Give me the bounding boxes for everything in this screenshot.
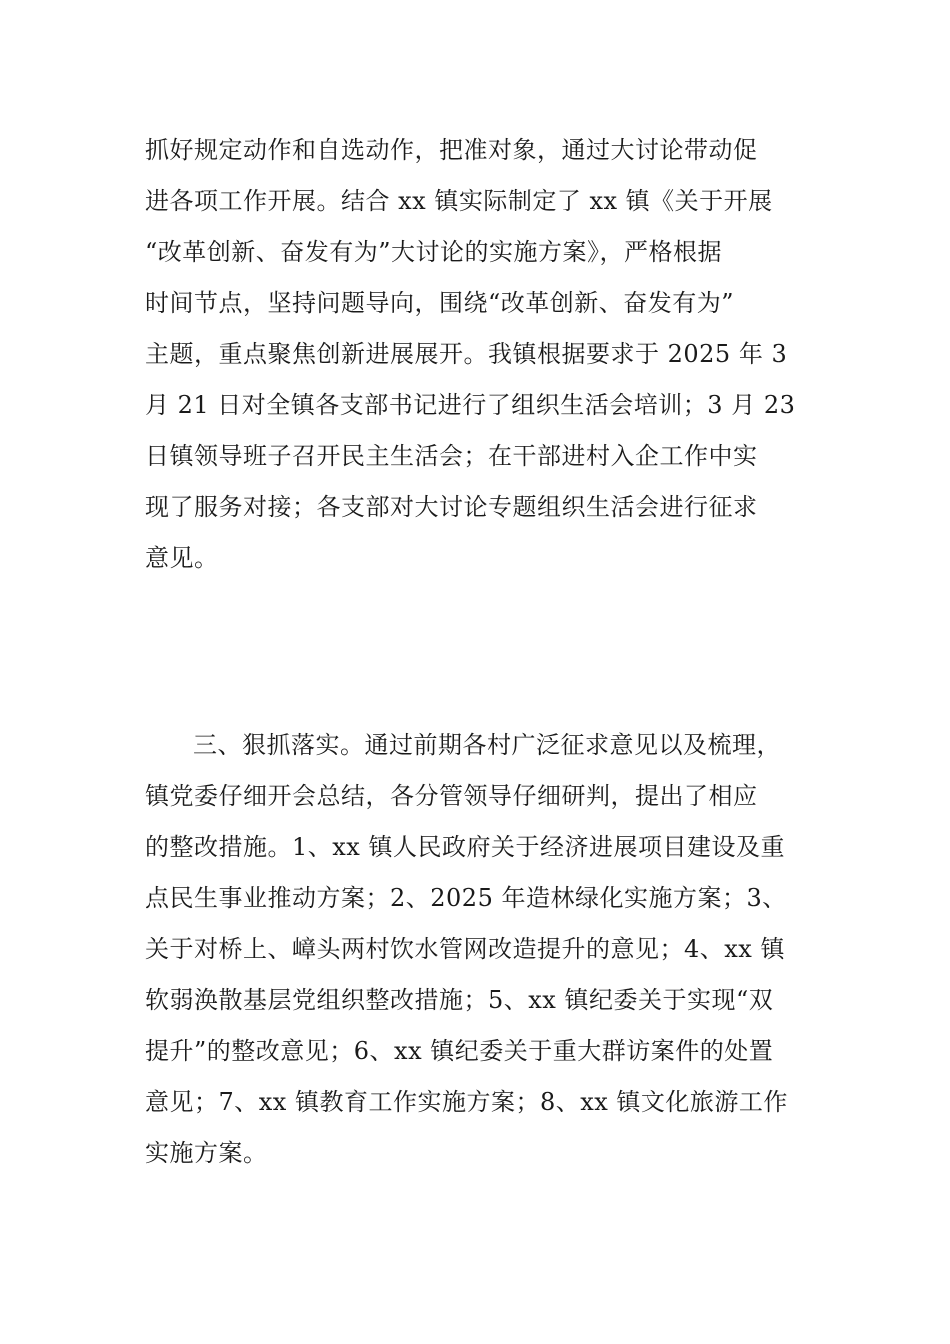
paragraph-line: 日镇领导班子召开民主生活会；在干部进村入企工作中实 — [145, 442, 758, 470]
paragraph-line: 现了服务对接；各支部对大讨论专题组织生活会进行征求 — [145, 493, 758, 521]
paragraph-line: 抓好规定动作和自选动作，把准对象，通过大讨论带动促 — [145, 136, 758, 164]
paragraph-line: 意见；7、xx 镇教育工作实施方案；8、xx 镇文化旅游工作 — [145, 1088, 788, 1116]
paragraph-line: 三、狠抓落实。通过前期各村广泛征求意见以及梳理， — [193, 731, 781, 759]
paragraph-line: 月 21 日对全镇各支部书记进行了组织生活会培训；3 月 23 — [145, 391, 796, 419]
paragraph-line: 主题，重点聚焦创新进展展开。我镇根据要求于 2025 年 3 — [145, 340, 788, 368]
paragraph-line: 的整改措施。1、xx 镇人民政府关于经济进展项目建设及重 — [145, 833, 785, 861]
paragraph-line: “改革创新、奋发有为”大讨论的实施方案》，严格根据 — [145, 238, 723, 266]
paragraph-line: 镇党委仔细开会总结，各分管领导仔细研判，提出了相应 — [145, 782, 758, 810]
paragraph-line: 时间节点，坚持问题导向，围绕“改革创新、奋发有为” — [145, 289, 735, 317]
paragraph-line: 关于对桥上、嶂头两村饮水管网改造提升的意见；4、xx 镇 — [145, 935, 785, 963]
paragraph-line: 实施方案。 — [145, 1139, 268, 1167]
paragraph-line: 软弱涣散基层党组织整改措施；5、xx 镇纪委关于实现“双 — [145, 986, 774, 1014]
paragraph-line: 进各项工作开展。结合 xx 镇实际制定了 xx 镇《关于开展 — [145, 187, 773, 215]
paragraph-line: 提升”的整改意见；6、xx 镇纪委关于重大群访案件的处置 — [145, 1037, 774, 1065]
paragraph-line: 意见。 — [145, 544, 219, 572]
paragraph-line: 点民生事业推动方案；2、2025 年造林绿化实施方案；3、 — [145, 884, 787, 912]
